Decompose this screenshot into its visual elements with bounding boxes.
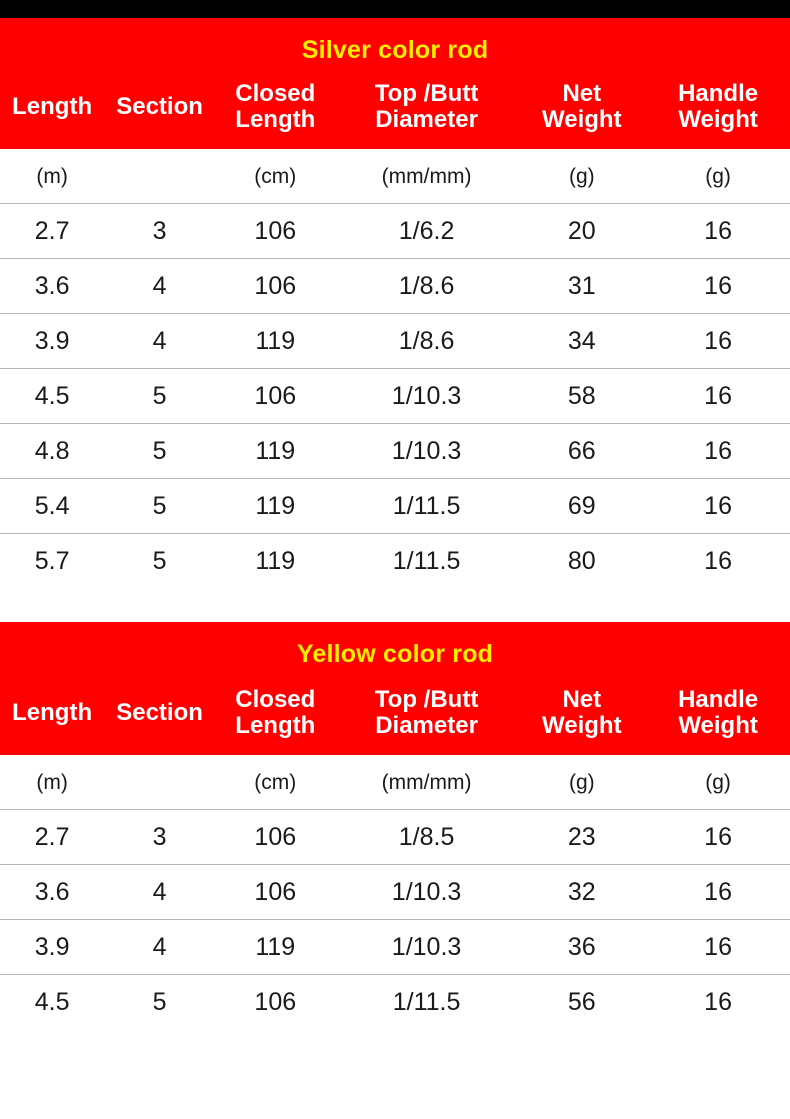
header-net-weight bbox=[517, 77, 646, 149]
top-black-bar bbox=[0, 0, 790, 18]
table-row bbox=[0, 809, 790, 864]
cell-net-weight: 80 bbox=[517, 533, 646, 588]
cell-handle-weight: 16 bbox=[646, 809, 790, 864]
table-row bbox=[0, 974, 790, 1029]
header-section-line1: Section bbox=[116, 92, 203, 120]
table-row bbox=[0, 478, 790, 533]
cell-diameter: 1/8.5 bbox=[336, 809, 518, 864]
unit-net-weight: (g) bbox=[517, 149, 646, 204]
unit-section bbox=[104, 149, 215, 204]
unit-diameter: (mm/mm) bbox=[336, 149, 518, 204]
cell-handle-weight: 16 bbox=[646, 533, 790, 588]
cell-net-weight: 32 bbox=[517, 864, 646, 919]
header-handle-line1: Handle bbox=[678, 80, 759, 107]
header-net-line2: Weight bbox=[542, 105, 622, 133]
header-diameter-line1: Top /Butt bbox=[374, 80, 479, 107]
header-closed-length bbox=[215, 681, 336, 755]
header-net-weight bbox=[517, 681, 646, 755]
cell-length: 3.6 bbox=[0, 258, 104, 313]
cell-length: 3.9 bbox=[0, 919, 104, 974]
header-closed-length bbox=[215, 77, 336, 149]
header-section bbox=[104, 77, 215, 149]
silver-rod-title-row bbox=[0, 18, 790, 77]
table-row bbox=[0, 313, 790, 368]
header-handle-line2: Weight bbox=[678, 711, 758, 739]
cell-section: 4 bbox=[104, 258, 215, 313]
cell-diameter: 1/8.6 bbox=[336, 313, 518, 368]
header-closed-line2: Length bbox=[235, 711, 316, 739]
cell-diameter: 1/10.3 bbox=[336, 368, 518, 423]
cell-diameter: 1/11.5 bbox=[336, 533, 518, 588]
header-net-line2: Weight bbox=[542, 711, 622, 739]
cell-length: 4.5 bbox=[0, 974, 104, 1029]
table-row bbox=[0, 919, 790, 974]
header-section-line1: Section bbox=[116, 698, 203, 726]
table-row bbox=[0, 864, 790, 919]
cell-section: 5 bbox=[104, 423, 215, 478]
yellow-rod-title-row bbox=[0, 622, 790, 681]
header-handle-weight bbox=[646, 681, 790, 755]
cell-closed-length: 106 bbox=[215, 974, 336, 1029]
table-row bbox=[0, 258, 790, 313]
cell-diameter: 1/10.3 bbox=[336, 919, 518, 974]
cell-closed-length: 119 bbox=[215, 919, 336, 974]
silver-rod-title: Silver color rod bbox=[0, 18, 790, 77]
unit-length: (m) bbox=[0, 755, 104, 810]
cell-handle-weight: 16 bbox=[646, 313, 790, 368]
unit-diameter: (mm/mm) bbox=[336, 755, 518, 810]
cell-handle-weight: 16 bbox=[646, 864, 790, 919]
yellow-rod-title: Yellow color rod bbox=[0, 622, 790, 681]
cell-length: 3.9 bbox=[0, 313, 104, 368]
header-diameter-line2: Diameter bbox=[375, 711, 478, 739]
header-diameter-line1: Top /Butt bbox=[374, 685, 479, 713]
yellow-rod-table bbox=[0, 622, 790, 1029]
cell-net-weight: 58 bbox=[517, 368, 646, 423]
cell-section: 5 bbox=[104, 974, 215, 1029]
cell-closed-length: 106 bbox=[215, 368, 336, 423]
cell-length: 4.5 bbox=[0, 368, 104, 423]
header-diameter bbox=[336, 681, 518, 755]
cell-section: 3 bbox=[104, 203, 215, 258]
header-section bbox=[104, 681, 215, 755]
silver-rod-spec-block bbox=[0, 18, 790, 588]
unit-closed-length: (cm) bbox=[215, 149, 336, 204]
unit-section bbox=[104, 755, 215, 810]
cell-handle-weight: 16 bbox=[646, 974, 790, 1029]
header-handle-weight bbox=[646, 77, 790, 149]
table-row bbox=[0, 533, 790, 588]
cell-net-weight: 20 bbox=[517, 203, 646, 258]
table-row bbox=[0, 368, 790, 423]
silver-rod-header-row bbox=[0, 77, 790, 149]
cell-section: 5 bbox=[104, 368, 215, 423]
cell-length: 5.7 bbox=[0, 533, 104, 588]
header-diameter-line2: Diameter bbox=[375, 105, 478, 133]
header-closed-line1: Closed bbox=[235, 685, 316, 713]
cell-diameter: 1/10.3 bbox=[336, 423, 518, 478]
header-closed-line2: Length bbox=[235, 105, 316, 133]
header-closed-line1: Closed bbox=[235, 80, 316, 107]
cell-closed-length: 106 bbox=[215, 864, 336, 919]
yellow-rod-header-row bbox=[0, 681, 790, 755]
table-row bbox=[0, 423, 790, 478]
cell-section: 4 bbox=[104, 919, 215, 974]
cell-handle-weight: 16 bbox=[646, 919, 790, 974]
cell-length: 4.8 bbox=[0, 423, 104, 478]
cell-section: 3 bbox=[104, 809, 215, 864]
header-net-line1: Net bbox=[562, 80, 602, 107]
header-handle-line2: Weight bbox=[678, 105, 758, 133]
cell-net-weight: 31 bbox=[517, 258, 646, 313]
cell-handle-weight: 16 bbox=[646, 478, 790, 533]
cell-handle-weight: 16 bbox=[646, 368, 790, 423]
cell-diameter: 1/6.2 bbox=[336, 203, 518, 258]
cell-closed-length: 106 bbox=[215, 203, 336, 258]
cell-diameter: 1/8.6 bbox=[336, 258, 518, 313]
cell-closed-length: 119 bbox=[215, 423, 336, 478]
cell-length: 2.7 bbox=[0, 203, 104, 258]
unit-closed-length: (cm) bbox=[215, 755, 336, 810]
cell-net-weight: 66 bbox=[517, 423, 646, 478]
cell-handle-weight: 16 bbox=[646, 203, 790, 258]
cell-section: 4 bbox=[104, 864, 215, 919]
cell-closed-length: 119 bbox=[215, 533, 336, 588]
cell-net-weight: 36 bbox=[517, 919, 646, 974]
yellow-rod-spec-block bbox=[0, 622, 790, 1029]
cell-closed-length: 106 bbox=[215, 809, 336, 864]
cell-diameter: 1/11.5 bbox=[336, 974, 518, 1029]
cell-net-weight: 56 bbox=[517, 974, 646, 1029]
cell-closed-length: 119 bbox=[215, 313, 336, 368]
cell-length: 2.7 bbox=[0, 809, 104, 864]
cell-section: 5 bbox=[104, 478, 215, 533]
cell-net-weight: 34 bbox=[517, 313, 646, 368]
cell-section: 4 bbox=[104, 313, 215, 368]
header-length-line1: Length bbox=[12, 698, 93, 726]
silver-rod-table bbox=[0, 18, 790, 588]
unit-net-weight: (g) bbox=[517, 755, 646, 810]
header-net-line1: Net bbox=[562, 685, 602, 713]
cell-length: 3.6 bbox=[0, 864, 104, 919]
cell-closed-length: 119 bbox=[215, 478, 336, 533]
header-length bbox=[0, 681, 104, 755]
unit-handle-weight: (g) bbox=[646, 149, 790, 204]
header-length bbox=[0, 77, 104, 149]
unit-length: (m) bbox=[0, 149, 104, 204]
yellow-rod-unit-row bbox=[0, 755, 790, 810]
header-length-line1: Length bbox=[12, 92, 93, 120]
cell-closed-length: 106 bbox=[215, 258, 336, 313]
silver-rod-unit-row bbox=[0, 149, 790, 204]
cell-handle-weight: 16 bbox=[646, 423, 790, 478]
cell-length: 5.4 bbox=[0, 478, 104, 533]
section-gap bbox=[0, 588, 790, 622]
header-diameter bbox=[336, 77, 518, 149]
table-row bbox=[0, 203, 790, 258]
unit-handle-weight: (g) bbox=[646, 755, 790, 810]
header-handle-line1: Handle bbox=[678, 685, 759, 713]
cell-handle-weight: 16 bbox=[646, 258, 790, 313]
cell-diameter: 1/11.5 bbox=[336, 478, 518, 533]
cell-section: 5 bbox=[104, 533, 215, 588]
cell-net-weight: 69 bbox=[517, 478, 646, 533]
cell-diameter: 1/10.3 bbox=[336, 864, 518, 919]
cell-net-weight: 23 bbox=[517, 809, 646, 864]
